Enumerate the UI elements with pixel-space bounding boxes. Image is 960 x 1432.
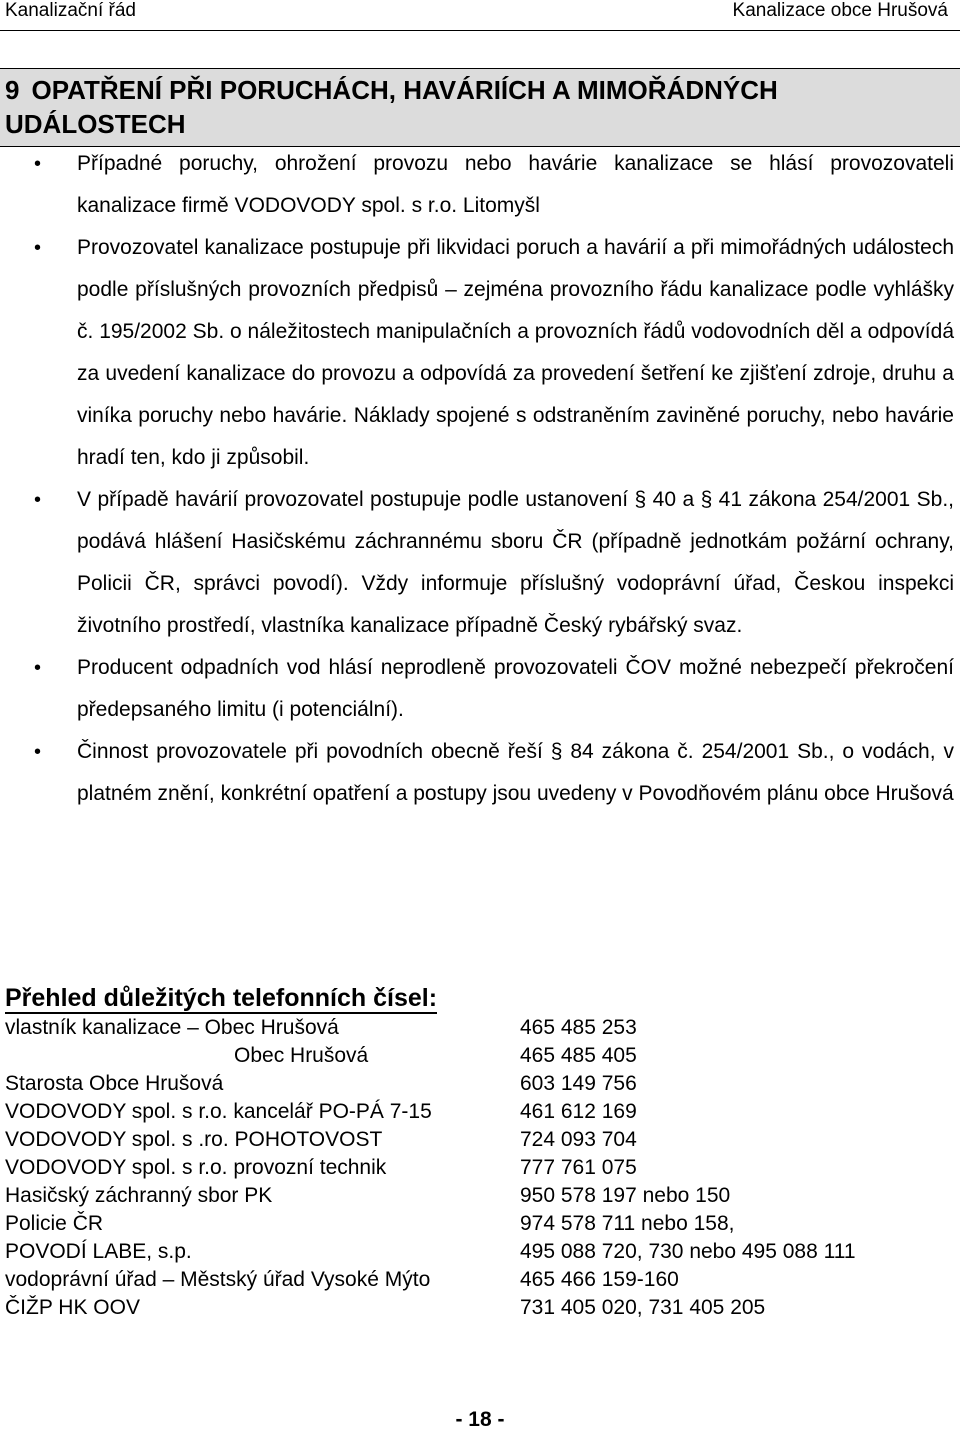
contact-name: VODOVODY spol. s r.o. kancelář PO-PÁ 7-15 (5, 1100, 432, 1123)
bullet-icon: • (34, 153, 42, 175)
list-item (0, 143, 960, 227)
contact-number: 495 088 720, 730 nebo 495 088 111 (520, 1240, 856, 1263)
chapter-title (0, 69, 960, 141)
chapter-heading-box (0, 68, 960, 147)
list-item (0, 227, 960, 479)
measures-list (0, 143, 960, 815)
bullet-icon: • (34, 741, 42, 763)
header-municipality: Kanalizace obce Hrušová (732, 0, 948, 21)
contact-number: 777 761 075 (520, 1156, 637, 1179)
contact-name: Hasičský záchranný sbor PK (5, 1184, 273, 1207)
contact-name: VODOVODY spol. s r.o. provozní technik (5, 1156, 387, 1179)
phone-directory-title-text: Přehled důležitých telefonních čísel: (5, 984, 438, 1012)
contact-name: Starosta Obce Hrušová (5, 1072, 224, 1095)
list-item (0, 647, 960, 731)
bullet-icon: • (34, 657, 42, 679)
contact-number: 724 093 704 (520, 1128, 637, 1151)
contact-number: 950 578 197 nebo 150 (520, 1184, 731, 1207)
list-item-text: V případě havárií provozovatel postupuje podle ustanovení § 40 a § 41 zákona 254/2001 Sb., podává hlášení Hasičskému záchrannému sboru ČR (případně jednotkám požární ochrany, Policii ČR, správci povodí). Vždy informuje příslušný vodoprávní úřad, Českou inspekci životního prostředí, vlastníka kanalizace případně Český rybářský svaz. (77, 488, 954, 637)
contact-number: 974 578 711 nebo 158, (520, 1212, 735, 1235)
contact-name: POVODÍ LABE, s.p. (5, 1240, 192, 1263)
contact-name: vlastník kanalizace – Obec Hrušová (5, 1016, 339, 1039)
list-item-text: Provozovatel kanalizace postupuje při likvidaci poruch a havárií a při mimořádných událostech podle příslušných provozních předpisů – zejména provozního řádu kanalizace podle vyhlášky č. 195/2002 Sb. o náležitostech manipulačních a provozních řádů vodovodních děl a odpovídá za uvedení kanalizace do provozu a odpovídá za provedení šetření ke zjišťení zdroje, druhu a viníka poruchy nebo havárie. Náklady spojené s odstraněním zaviněné poruchy, nebo havárie hradí ten, kdo ji způsobil. (77, 236, 954, 469)
phone-row (5, 1238, 945, 1266)
chapter-title-text: OPATŘENÍ PŘI PORUCHÁCH, HAVÁRIÍCH A MIMOŘÁDNÝCH UDÁLOSTECH (5, 75, 778, 139)
phone-row (5, 1126, 945, 1154)
list-item (0, 479, 960, 647)
contact-number: 731 405 020, 731 405 205 (520, 1296, 766, 1319)
list-item-text: Činnost provozovatele při povodních obecně řeší § 84 zákona č. 254/2001 Sb., o vodách, v platném znění, konkrétní opatření a postupy jsou uvedeny v Povodňovém plánu obce Hrušová (77, 740, 954, 805)
contact-name: vodoprávní úřad – Městský úřad Vysoké Mýto (5, 1268, 431, 1291)
phone-row (5, 1154, 945, 1182)
list-item-text: Případné poruchy, ohrožení provozu nebo havárie kanalizace se hlásí provozovateli kanalizace firmě VODOVODY spol. s r.o. Litomyšl (77, 152, 954, 217)
contact-number: 465 466 159-160 (520, 1268, 679, 1291)
bullet-icon: • (34, 237, 42, 259)
page-header (0, 0, 960, 31)
phone-row (5, 1266, 945, 1294)
phone-directory-title (5, 982, 945, 1014)
contact-number: 465 485 253 (520, 1016, 637, 1039)
contact-name: Obec Hrušová (234, 1044, 369, 1067)
contact-number: 465 485 405 (520, 1044, 637, 1067)
chapter-number: 9 (5, 75, 20, 105)
header-document-title: Kanalizační řád (5, 0, 136, 21)
contact-name: VODOVODY spol. s .ro. POHOTOVOST (5, 1128, 383, 1151)
bullet-icon: • (34, 489, 42, 511)
contact-name: Policie ČR (5, 1212, 104, 1235)
contact-name: ČIŽP HK OOV (5, 1296, 140, 1319)
list-item-text: Producent odpadních vod hlásí neprodleně provozovateli ČOV možné nebezpečí překročení předepsaného limitu (i potenciální). (77, 656, 954, 721)
phone-row (5, 1210, 945, 1238)
page-number: - 18 - (455, 1408, 505, 1431)
contact-number: 603 149 756 (520, 1072, 637, 1095)
phone-directory (5, 982, 945, 1322)
phone-row (5, 1014, 945, 1042)
phone-row (5, 1182, 945, 1210)
list-item (0, 731, 960, 815)
contact-number: 461 612 169 (520, 1100, 637, 1123)
phone-row (5, 1042, 945, 1070)
phone-row (5, 1070, 945, 1098)
phone-row (5, 1294, 945, 1322)
phone-row (5, 1098, 945, 1126)
